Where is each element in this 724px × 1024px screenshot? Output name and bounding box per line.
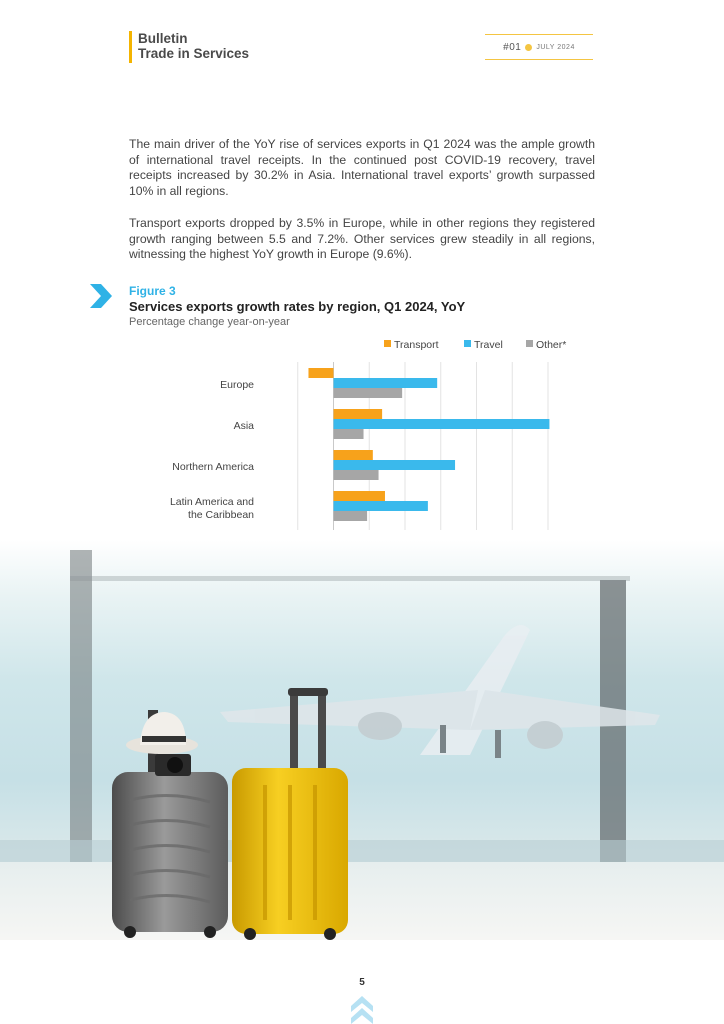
bar-transport	[308, 368, 333, 378]
category-label: the Caribbean	[188, 509, 254, 521]
issue-number: #01	[503, 41, 522, 53]
legend-label: Transport	[394, 339, 439, 351]
paragraph-travel-receipts: The main driver of the YoY rise of services exports in Q1 2024 was the ample growth of international travel receipts. In the continued post COVID-19 recovery, travel receipts increased by 30.2% in Asia. International travel exports’ growth surpassed 10% in all regions.	[129, 137, 595, 198]
services-growth-chart	[120, 334, 570, 549]
figure-chevron-icon	[88, 283, 114, 309]
issue-dot-icon	[525, 44, 532, 51]
bulletin-title	[138, 31, 249, 61]
bulletin-title-line2: Trade in Services	[138, 46, 250, 61]
legend-label: Travel	[474, 339, 503, 351]
legend-swatch	[384, 340, 391, 347]
issue-badge	[485, 34, 593, 60]
figure-subtitle: Percentage change year-on-year	[129, 316, 290, 328]
header-accent-bar	[129, 31, 132, 63]
figure-label: Figure 3	[129, 284, 176, 298]
figure-title: Services exports growth rates by region, Q1 2024, YoY	[129, 299, 466, 314]
bar-travel	[334, 419, 550, 429]
bar-travel	[334, 501, 428, 511]
bar-other	[334, 470, 379, 480]
bar-transport	[334, 409, 383, 419]
category-label: Latin America and	[169, 496, 254, 508]
legend-swatch	[464, 340, 471, 347]
category-label: Northern America	[172, 461, 254, 473]
legend-label: Other*	[536, 339, 567, 351]
bar-other	[334, 388, 403, 398]
airport-scene-illustration	[0, 540, 724, 940]
category-label: Asia	[233, 420, 254, 432]
category-label: Europe	[220, 379, 254, 391]
paragraph-transport-exports: Transport exports dropped by 3.5% in Europe, while in other regions they registered growth ranging between 5.5 and 7.2%. Other services grew steadily in all regions, witnessing the highest YoY growth in Europe (9.6%).	[129, 216, 595, 261]
bar-other	[334, 429, 364, 439]
bar-travel	[334, 378, 438, 388]
bar-transport	[334, 450, 373, 460]
legend-swatch	[526, 340, 533, 347]
bar-transport	[334, 491, 385, 501]
bar-travel	[334, 460, 456, 470]
issue-date: JULY 2024	[536, 43, 575, 51]
bulletin-title-line1: Bulletin	[138, 31, 188, 46]
double-chevron-up-icon	[351, 996, 373, 1024]
page-number: 5	[359, 977, 365, 988]
bar-other	[334, 511, 368, 521]
airport-luggage-photo	[0, 540, 724, 940]
